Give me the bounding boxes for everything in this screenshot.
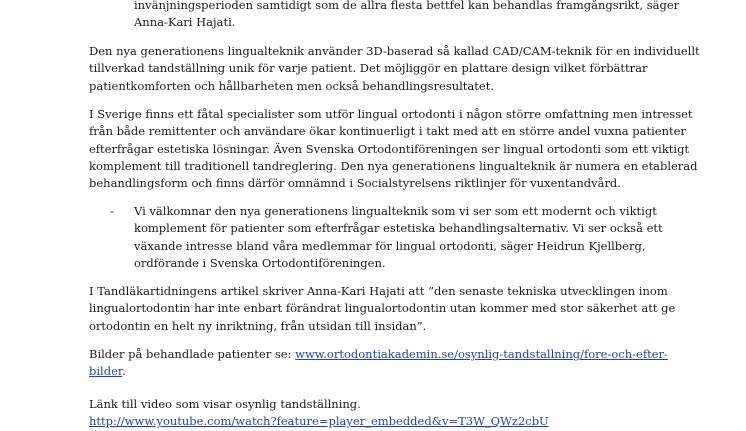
paragraph-cadcam xyxy=(89,43,700,95)
text-line: ortodontin en helt ny inriktning, från utsidan till insidan”. xyxy=(89,318,427,333)
images-suffix: . xyxy=(122,364,126,379)
text-line: lingualortodontin har inte enbart förändrat lingualortodontin utan kommer med stor säkerhet att ge xyxy=(89,301,676,316)
text-line: tillverkad tandställning unik för varje patient. Det möjliggör en plattare design vilket förbättrar xyxy=(89,61,648,76)
text-line: invänjningsperioden samtidigt som de allra flesta bettfel kan behandlas framgångsrikt, säger xyxy=(134,0,680,12)
quote-continuation xyxy=(134,0,680,32)
text-line: Vi välkomnar den nya generationens lingualteknik som vi ser som ett modernt och viktigt xyxy=(134,204,657,218)
text-line: komplement för patienter som efterfrågar estetiska behandlingsalternativ. Vi ser också ett xyxy=(134,221,663,236)
bullet-dash: - xyxy=(110,204,114,218)
images-prefix: Bilder på behandlade patienter se: xyxy=(89,347,296,361)
quote-kjellberg xyxy=(134,203,663,272)
paragraph-video xyxy=(89,396,649,431)
images-link-part2[interactable]: bilder xyxy=(89,364,123,379)
text-line: växande intresse bland våra medlemmar för lingual ortodonti, säger Heidrun Kjellberg, xyxy=(134,238,646,253)
text-line xyxy=(89,413,649,430)
video-link[interactable]: http://www.youtube.com/watch?feature=player_embedded&v=T3W_QWz2cbU xyxy=(89,414,549,429)
paragraph-tandlakartidningen xyxy=(89,283,676,335)
video-label: Länk till video som visar osynlig tandställning. xyxy=(89,397,361,411)
text-line: ordförande i Svenska Ortodontiföreningen. xyxy=(134,255,386,270)
text-line: komplement till traditionell tandreglering. Den nya generationens lingualteknik är numera en etablerad xyxy=(89,158,698,173)
paragraph-sweden xyxy=(89,106,698,192)
text-line: behandlingsform och finns därför omnämnd i Socialstyrelsens riktlinjer för vuxentandvård. xyxy=(89,176,621,191)
text-line: efterfrågar estetiska lösningar. Även Svenska Ortodontiföreningen ser lingual ortodonti som ett viktigt xyxy=(89,141,690,156)
text-line: I Sverige finns ett fåtal specialister som utför lingual ortodonti i någon större omfattning men intresset xyxy=(89,107,693,121)
text-line: I Tandläkartidningens artikel skriver Anna-Kari Hajati att ”den senaste tekniska utvecklingen inom xyxy=(89,284,668,298)
paragraph-images xyxy=(89,346,668,381)
images-link-part1[interactable]: www.ortodontiakademin.se/osynlig-tandstallning/fore-och-efter- xyxy=(295,347,668,361)
text-line: från både remittenter och användare ökar kontinuerligt i takt med att en större andel vuxna patienter xyxy=(89,124,686,139)
text-line: patientkomforten och hållbarheten men också behandlingsresultatet. xyxy=(89,78,494,93)
text-line xyxy=(89,363,649,380)
text-line: Den nya generationens lingualteknik använder 3D-baserad så kallad CAD/CAM-teknik för en individuellt xyxy=(89,44,700,58)
text-line: Anna-Kari Hajati. xyxy=(134,15,236,30)
text-line xyxy=(89,346,668,363)
